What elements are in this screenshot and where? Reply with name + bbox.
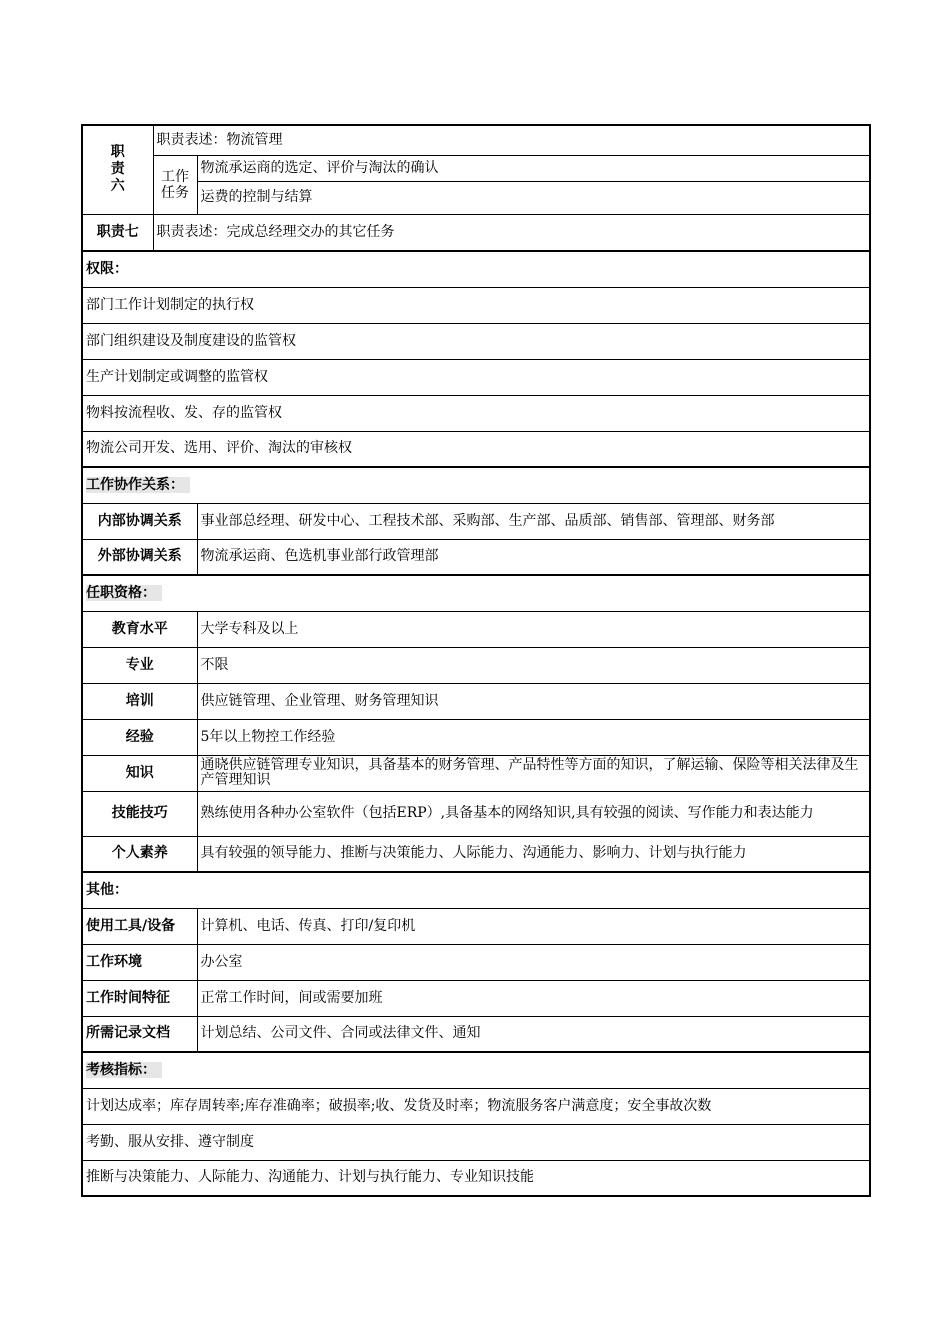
skills-value: 熟练使用各种办公室软件（包括ERP）,具备基本的网络知识,具有较强的阅读、写作能力和表达能力 [197, 791, 870, 836]
education-label: 教育水平 [82, 611, 197, 647]
documents-value: 计划总结、公司文件、合同或法律文件、通知 [197, 1016, 870, 1052]
duty6-task-label: 工作 任务 [153, 155, 197, 214]
qualification-row [82, 647, 870, 683]
experience-value: 5年以上物控工作经验 [197, 719, 870, 755]
experience-label: 经验 [82, 719, 197, 755]
major-label: 专业 [82, 647, 197, 683]
personal-quality-value: 具有较强的领导能力、推断与决策能力、人际能力、沟通能力、影响力、计划与执行能力 [197, 836, 870, 872]
qualification-title: 任职资格： [86, 585, 162, 601]
qualification-row [82, 755, 870, 791]
internal-coordination-label: 内部协调关系 [82, 503, 197, 539]
work-time-label: 工作时间特征 [82, 980, 197, 1016]
authority-item: 生产计划制定或调整的监管权 [82, 359, 870, 395]
assessment-item: 考勤、服从安排、遵守制度 [82, 1124, 870, 1160]
qualification-header-row [82, 575, 870, 611]
training-value: 供应链管理、企业管理、财务管理知识 [197, 683, 870, 719]
duty6-task-row [82, 181, 870, 214]
environment-value: 办公室 [197, 944, 870, 980]
authority-title: 权限： [82, 251, 870, 287]
duty6-task-1: 物流承运商的选定、评价与淘汰的确认 [197, 155, 870, 181]
authority-item: 物料按流程收、发、存的监管权 [82, 395, 870, 431]
training-label: 培训 [82, 683, 197, 719]
knowledge-value: 通晓供应链管理专业知识，具备基本的财务管理、产品特性等方面的知识，了解运输、保险等相关法律及生产管理知识 [197, 755, 870, 791]
job-description-table [81, 124, 871, 1197]
duty7-desc: 职责表述：完成总经理交办的其它任务 [153, 214, 870, 251]
authority-header-row [82, 251, 870, 287]
other-header-row [82, 872, 870, 908]
duty6-desc: 职责表述：物流管理 [153, 125, 870, 155]
skills-label: 技能技巧 [82, 791, 197, 836]
tools-label: 使用工具/设备 [82, 908, 197, 944]
other-row [82, 908, 870, 944]
assessment-title: 考核指标： [86, 1062, 162, 1078]
cooperation-row [82, 539, 870, 575]
qualification-row [82, 683, 870, 719]
duty6-desc-row [82, 125, 870, 155]
job-description-sheet [81, 124, 869, 1197]
external-coordination-label: 外部协调关系 [82, 539, 197, 575]
knowledge-label: 知识 [82, 755, 197, 791]
work-time-value: 正常工作时间，间或需要加班 [197, 980, 870, 1016]
other-title: 其他： [82, 872, 870, 908]
cooperation-row [82, 503, 870, 539]
education-value: 大学专科及以上 [197, 611, 870, 647]
personal-quality-label: 个人素养 [82, 836, 197, 872]
environment-label: 工作环境 [82, 944, 197, 980]
authority-item: 物流公司开发、选用、评价、淘汰的审核权 [82, 431, 870, 467]
qualification-row [82, 791, 870, 836]
qualification-row [82, 836, 870, 872]
assessment-header-row [82, 1052, 870, 1088]
authority-item: 部门组织建设及制度建设的监管权 [82, 323, 870, 359]
tools-value: 计算机、电话、传真、打印/复印机 [197, 908, 870, 944]
qualification-row [82, 719, 870, 755]
cooperation-title: 工作协作关系： [86, 477, 190, 493]
duty6-task-row [82, 155, 870, 181]
duty6-label: 职 责 六 [82, 125, 153, 214]
cooperation-header-row [82, 467, 870, 503]
documents-label: 所需记录文档 [82, 1016, 197, 1052]
other-row [82, 980, 870, 1016]
duty7-row [82, 214, 870, 251]
assessment-item: 推断与决策能力、人际能力、沟通能力、计划与执行能力、专业知识技能 [82, 1160, 870, 1196]
external-coordination-value: 物流承运商、色选机事业部行政管理部 [197, 539, 870, 575]
other-row [82, 1016, 870, 1052]
assessment-item: 计划达成率；库存周转率;库存准确率；破损率;收、发货及时率；物流服务客户满意度；安全事故次数 [82, 1088, 870, 1124]
other-row [82, 944, 870, 980]
major-value: 不限 [197, 647, 870, 683]
authority-item: 部门工作计划制定的执行权 [82, 287, 870, 323]
duty7-label: 职责七 [82, 214, 153, 251]
duty6-task-2: 运费的控制与结算 [197, 181, 870, 214]
internal-coordination-value: 事业部总经理、研发中心、工程技术部、采购部、生产部、品质部、销售部、管理部、财务部 [197, 503, 870, 539]
qualification-row [82, 611, 870, 647]
